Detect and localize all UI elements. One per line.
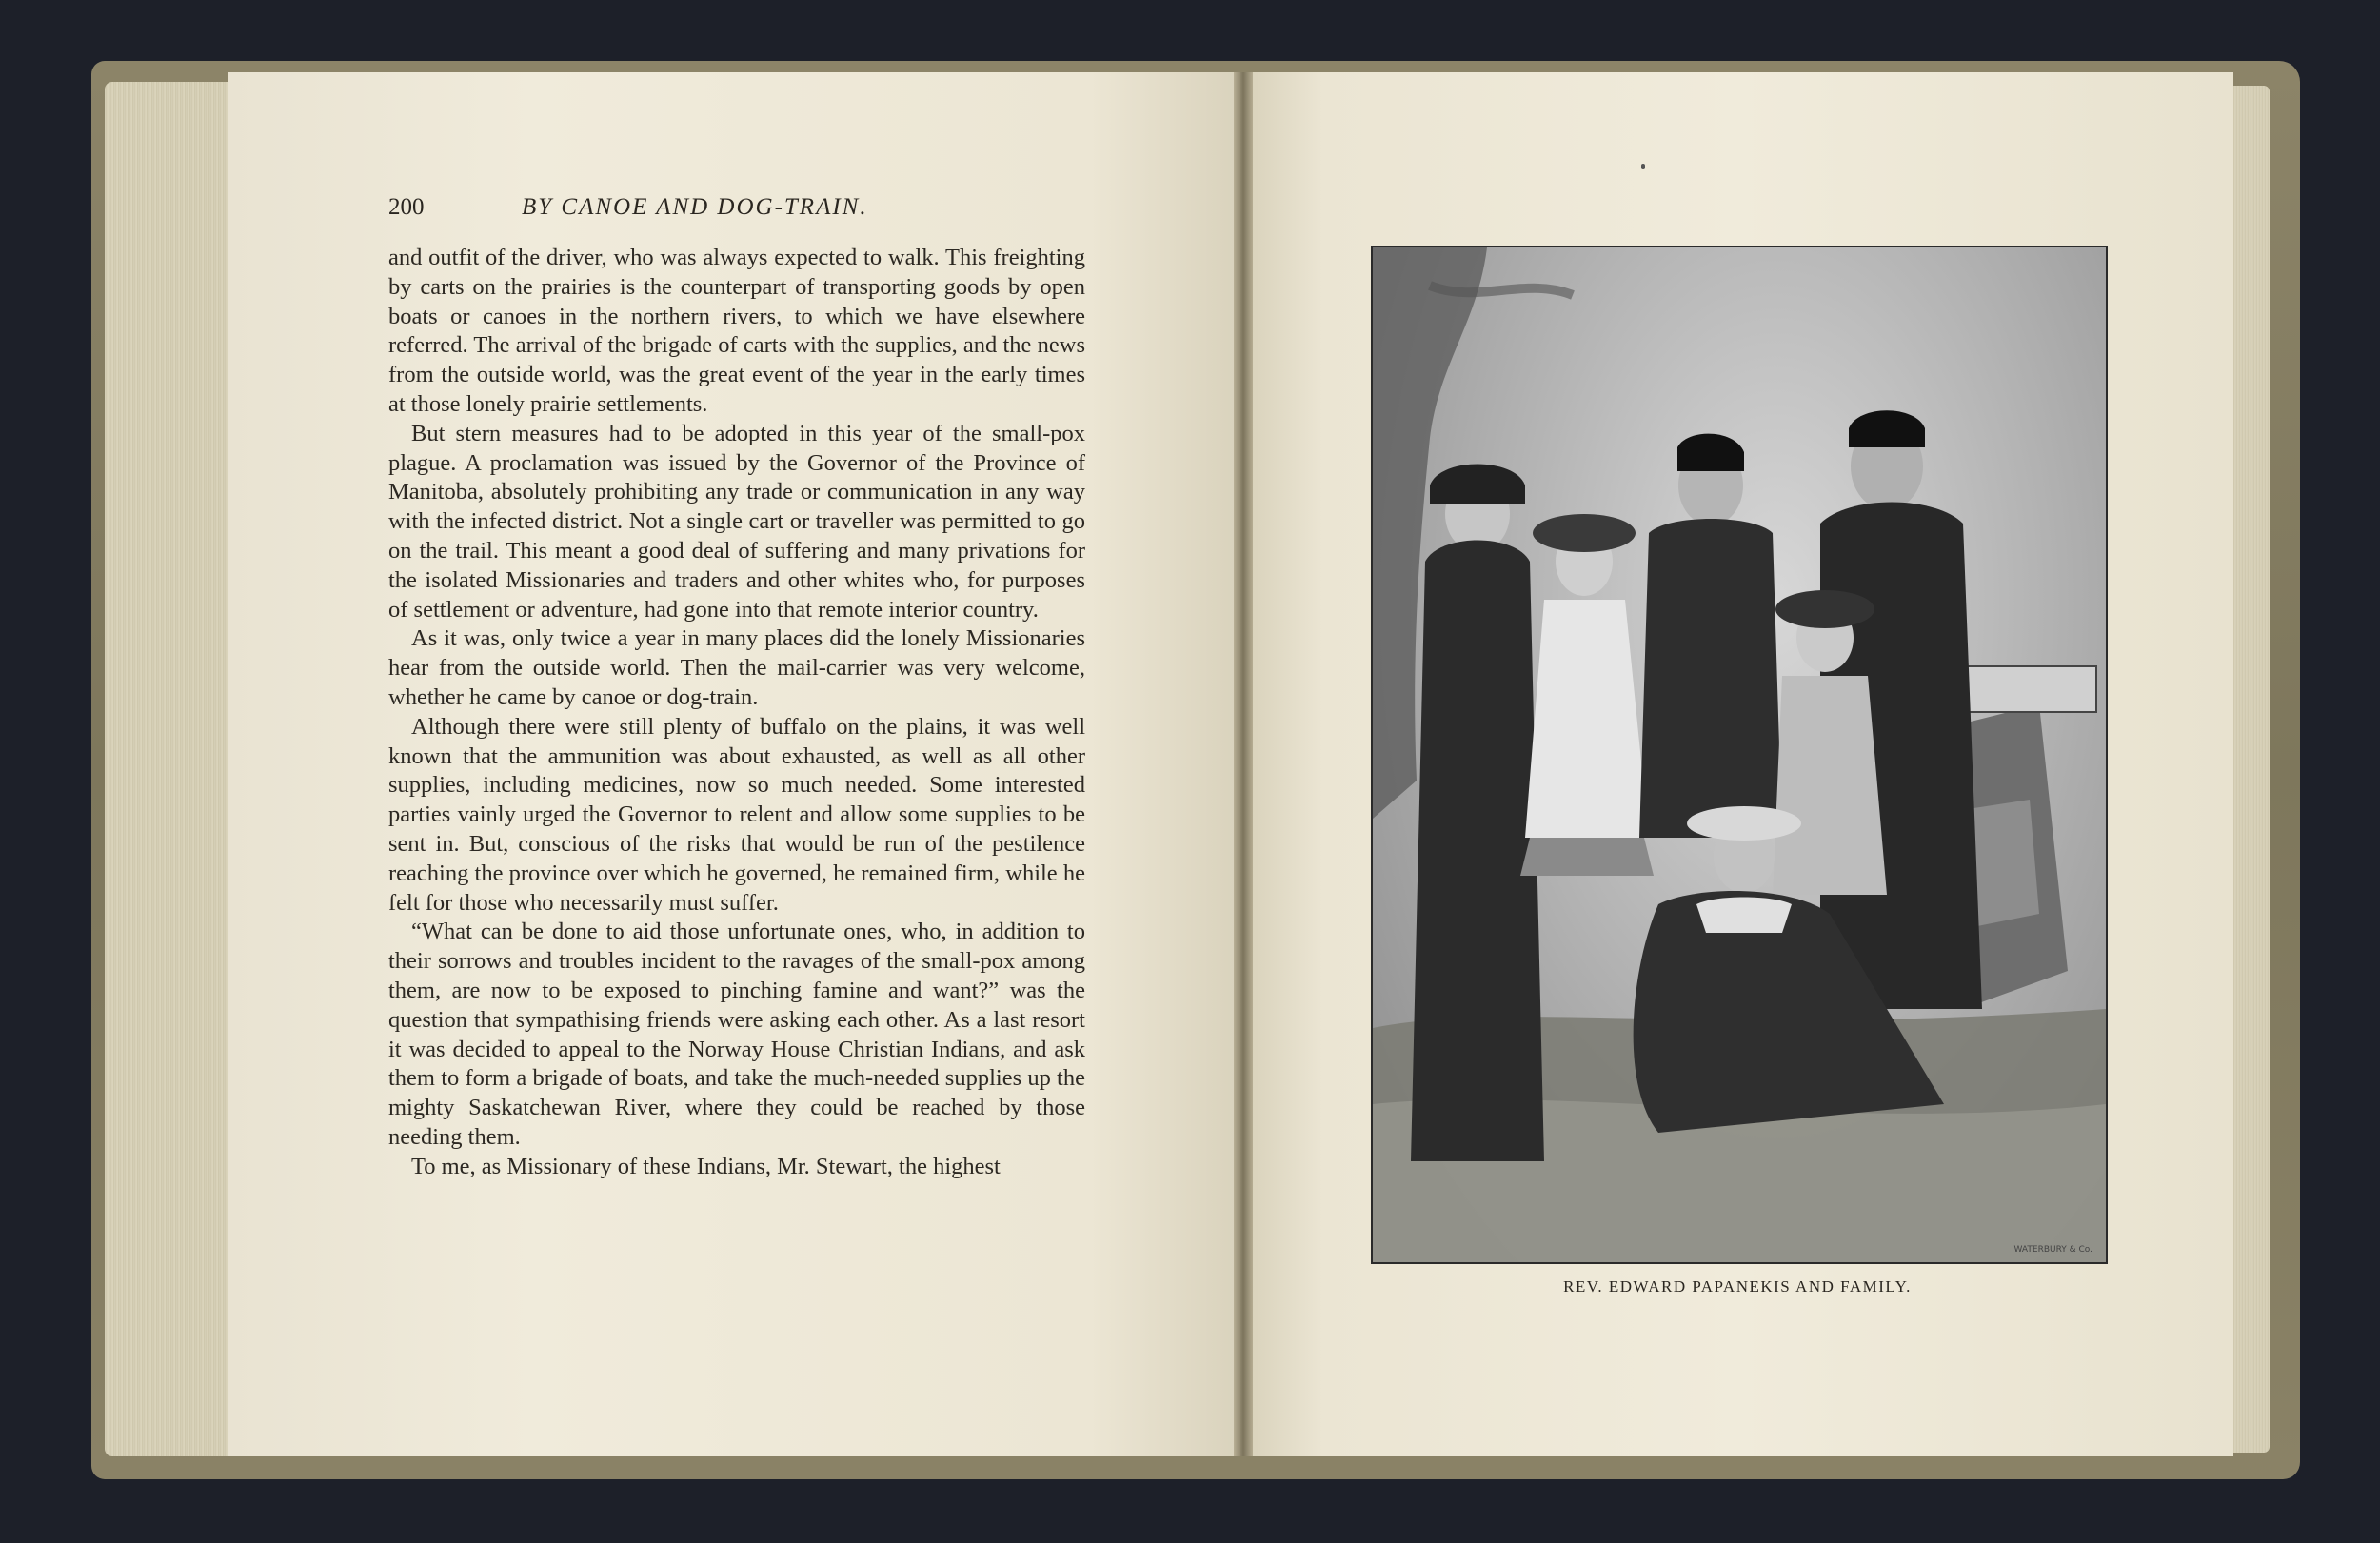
paragraph: and outfit of the driver, who was always expected to walk. This freighting by carts on the prairies is the counterpart of transporting goods by open boats or canoes in the northern rivers, to which we have elsewhere referred. The arrival of the brigade of carts with the supplies, and the news from the outside world, was the great event of the year in the early times at those lonely prairie settlements. xyxy=(388,245,1085,417)
running-header xyxy=(388,194,1083,228)
page-number: 200 xyxy=(388,194,425,220)
body-text xyxy=(388,244,1085,1182)
family-photograph xyxy=(1373,247,2106,1262)
running-title: BY CANOE AND DOG-TRAIN. xyxy=(522,194,868,220)
paragraph: To me, as Missionary of these Indians, Mr. Stewart, the highest xyxy=(411,1153,1001,1179)
paragraph: “What can be done to aid those unfortunate ones, who, in addition to their sorrows and troubles incident to the ravages of the small-pox among them, are now to be exposed to pinching famine and want?” was the question that sympathising friends were asking each other. As a last resort it was decided to appeal to the Norway House Christian Indians, and ask them to form a brigade of boats, and take the much-needed supplies up the mighty Saskatchewan River, where they could be reached by those needing them. xyxy=(388,919,1085,1150)
family-photograph-plate xyxy=(1371,246,2108,1264)
plate-caption: REV. EDWARD PAPANEKIS AND FAMILY. xyxy=(1563,1277,1912,1296)
paragraph: But stern measures had to be adopted in this year of the small-pox plague. A proclamation was issued by the Governor of the Province of Manitoba, absolutely prohibiting any trade or communication in any way with the infected district. Not a single cart or traveller was permitted to go on the trail. This meant a good deal of suffering and many privations for the isolated Missionaries and traders and other whites who, for purposes of settlement or adventure, had gone into that remote interior country. xyxy=(388,420,1085,623)
book-gutter xyxy=(1234,72,1253,1456)
page-edges-left xyxy=(105,82,248,1456)
page-speck xyxy=(1641,164,1645,169)
engraver-mark: WATERBURY & Co. xyxy=(2013,1245,2092,1255)
paragraph: As it was, only twice a year in many places did the lonely Missionaries hear from the outside world. Then the mail-carrier was very welcome, whether he came by canoe or dog-train. xyxy=(388,625,1085,710)
paragraph: Although there were still plenty of buffalo on the plains, it was well known that the ammunition was about exhausted, as well as all other supplies, including medicines, now so much needed. Some interested parties vainly urged the Governor to relent and allow some supplies to be sent in. But, conscious of the risks that would be run of the pestilence reaching the province over which he governed, he remained firm, while he felt for those who necessarily must suffer. xyxy=(388,713,1085,916)
